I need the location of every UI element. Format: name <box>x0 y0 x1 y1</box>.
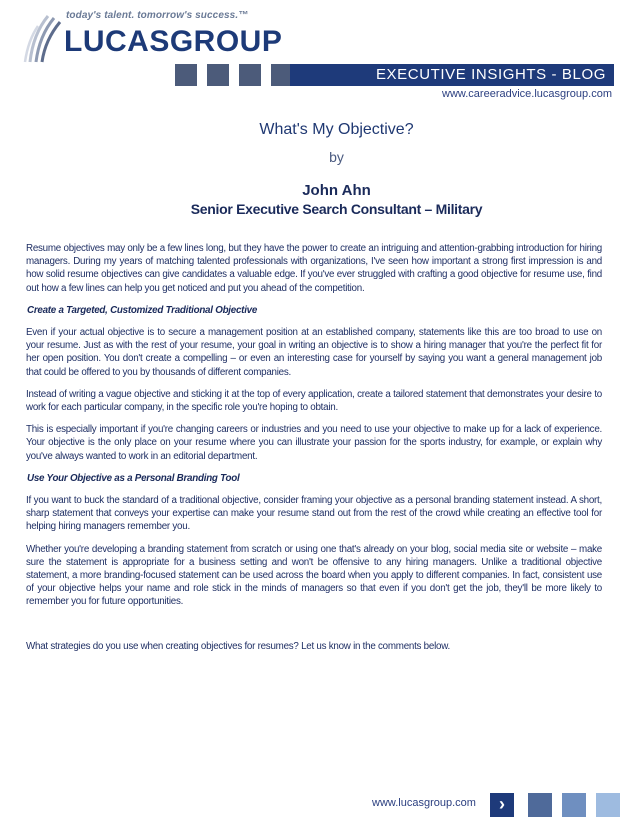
header-square <box>239 64 261 86</box>
brand-name: LUCASGROUP <box>64 25 283 58</box>
paragraph: If you want to buck the standard of a traditional objective, consider framing your objective as a personal branding statement instead. A short, sharp statement that conveys your expertise can make your resume stand out from the rest of the crowd while creating an effective tool for helping hiring managers remember you. <box>26 495 602 533</box>
intro-paragraph: Resume objectives may only be a few lines long, but they have the power to create an intriguing and attention-grabbing introduction for hiring managers. During my years of matching talented professionals with organizations, I've seen how important a strong first impression is and how solid resume objectives can give candidates a valuable edge. If you've ever struggled with crafting a good objective for resume use, find out how a few lines can help you get noticed and put you ahead of the competition. <box>26 243 602 294</box>
paragraph: Even if your actual objective is to secure a management position at an established company, statements like this are too broad to use on your resume. Just as with the rest of your resume, your goal in writing an objective is to show a hiring manager that you're the perfect fit for her open position. You don't create a compelling – or even an interesting case for yourself by saying you want a general management job that could be offered to you by thousands of different companies. <box>26 327 602 378</box>
closing-question: What strategies do you use when creating objectives for resumes? Let us know in the comments below. <box>26 640 450 652</box>
section-heading-targeted-objective: Create a Targeted, Customized Traditional Objective <box>27 304 258 316</box>
footer-square <box>528 793 552 817</box>
section-heading-personal-branding: Use Your Objective as a Personal Branding Tool <box>27 472 240 484</box>
paragraph: Whether you're developing a branding statement from scratch or using one that's already on your blog, social media site or website – make sure the statement is appropriate for a business setting and won't be offensive to any hiring managers. Unlike a traditional objective statement, a more branding-focused statement can be used across the board when you apply to different companies. In fact, consistent use of your objective helps your name and role stick in the minds of managers so that even if you don't get the job, they'll be more likely to remember you for future opportunities. <box>26 543 602 608</box>
header-squares <box>175 64 293 86</box>
header-url-link[interactable]: www.careeradvice.lucasgroup.com <box>442 88 612 100</box>
author-name: John Ahn <box>302 182 371 199</box>
footer-url-link[interactable]: www.lucasgroup.com <box>372 797 476 809</box>
header-square <box>175 64 197 86</box>
lucasgroup-logo-mark-icon <box>22 14 66 66</box>
footer-square <box>596 793 620 817</box>
article-title: What's My Objective? <box>259 121 414 138</box>
brand-tagline: today's talent. tomorrow's success.™ <box>66 10 249 21</box>
footer-square <box>562 793 586 817</box>
author-role: Senior Executive Search Consultant – Military <box>190 201 483 217</box>
paragraph: This is especially important if you're changing careers or industries and you need to use your objective to make up for a lack of experience. Your objective is the only place on your resume where you can illustrate your passion for the sports industry, for example, or explain why you've always wanted to work in an editorial department. <box>26 424 602 462</box>
chevron-right-icon[interactable]: › <box>490 793 514 817</box>
byline-by: by <box>329 149 344 165</box>
header-square <box>207 64 229 86</box>
section-banner: EXECUTIVE INSIGHTS - BLOG <box>290 64 614 86</box>
paragraph: Instead of writing a vague objective and sticking it at the top of every application, create a tailored statement that demonstrates your desire to work for each particular company, in the specific role you're hoping to obtain. <box>26 388 602 414</box>
article-body <box>26 242 602 662</box>
